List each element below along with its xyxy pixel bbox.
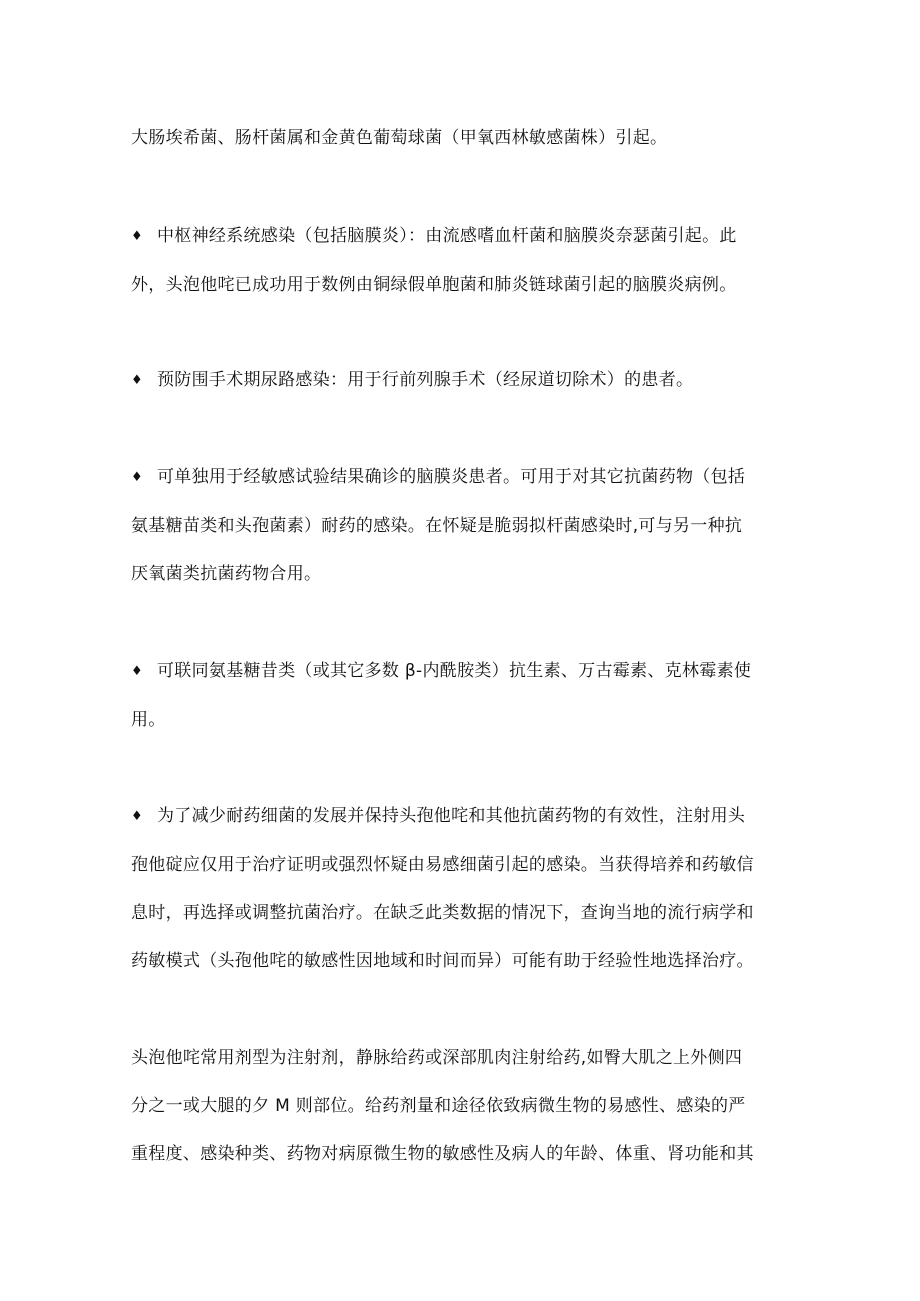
text-line: 大肠埃希菌、肠杆菌属和金黄色葡萄球菌（甲氧西林敏感菌株）引起。 xyxy=(131,128,668,148)
text-line: ♦ 可单独用于经敏感试验结果确诊的脑膜炎患者。可用于对其它抗菌药物（包括 xyxy=(131,453,811,502)
paragraph-continuation xyxy=(131,114,811,162)
diamond-bullet-icon: ♦ xyxy=(131,373,143,388)
diamond-bullet-icon: ♦ xyxy=(131,470,143,485)
diamond-bullet-icon: ♦ xyxy=(131,229,143,244)
bullet-item-combination xyxy=(131,647,811,744)
diamond-bullet-icon: ♦ xyxy=(131,809,143,824)
text-line: 氨基糖苗类和头孢菌素）耐药的感染。在怀疑是脆弱拟杆菌感染时,可与另一种抗 xyxy=(131,516,743,536)
bullet-item-monotherapy xyxy=(131,453,811,598)
text-line: 厌氧菌类抗菌药物合用。 xyxy=(131,564,322,584)
bullet-item-cns-infection xyxy=(131,212,811,309)
text-line: ♦ 可联同氨基糖昔类（或其它多数 β-内酰胺类）抗生素、万古霉素、克林霉素使 xyxy=(131,647,811,696)
text-line: 孢他碇应仅用于治疗证明或强烈怀疑由易感细菌引起的感染。当获得培养和药敏信 xyxy=(131,855,754,875)
text-line: 头泡他咤常用剂型为注射剂，静脉给药或深部肌肉注射给药,如臀大肌之上外侧四 xyxy=(131,1048,743,1068)
bullet-item-resistance xyxy=(131,792,811,985)
text-line: 分之一或大腿的夕 M 则部位。给药剂量和途径依致病微生物的易感性、感染的严 xyxy=(131,1096,746,1116)
diamond-bullet-icon: ♦ xyxy=(131,664,143,679)
text-line: 重程度、感染种类、药物对病原微生物的敏感性及病人的年龄、体重、肾功能和其 xyxy=(131,1144,754,1164)
text-line: 外，头泡他咤已成功用于数例由铜绿假单胞菌和肺炎链球菌引起的脑膜炎病例。 xyxy=(131,275,737,295)
text-line: ♦ 预防围手术期尿路感染：用于行前列腺手术（经尿道切除术）的患者。 xyxy=(131,356,811,405)
text-line: 息时，再选择或调整抗菌治疗。在缺乏此类数据的情况下，查询当地的流行病学和 xyxy=(131,903,754,923)
bullet-item-urinary-prophylaxis xyxy=(131,356,811,405)
paragraph-dosage xyxy=(131,1034,811,1178)
text-line: ♦ 中枢神经系统感染（包括脑膜炎）：由流感嗜血杆菌和脑膜炎奈瑟菌引起。此 xyxy=(131,212,811,261)
text-line: 用。 xyxy=(131,710,166,730)
text-line: ♦ 为了减少耐药细菌的发展并保持头孢他咤和其他抗菌药物的有效性，注射用头 xyxy=(131,792,811,841)
text-line: 药敏模式（头孢他咤的敏感性因地域和时间而异）可能有助于经验性地选择治疗。 xyxy=(131,951,754,971)
